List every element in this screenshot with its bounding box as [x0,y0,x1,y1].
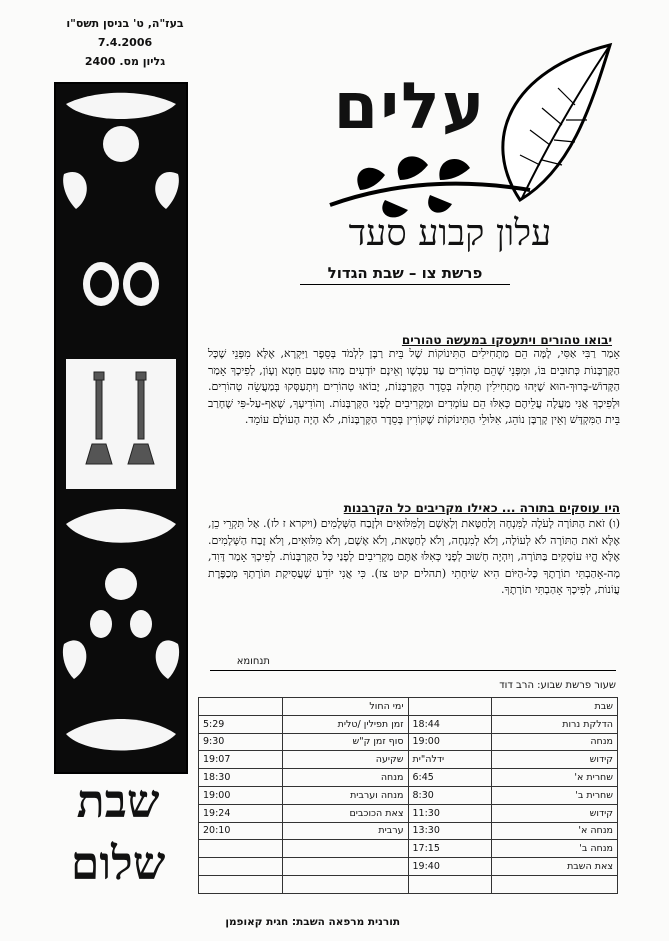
prayer-times-table [198,697,618,901]
issue-number: גליון מס. 2400 [84,55,166,68]
shalom-word: שלום [70,836,166,890]
divider [210,670,616,671]
table-row: מנחה א' 13:30 ערבית 20:10 [199,822,618,840]
parasha-title: פרשת צו – שבת הגדול [300,264,510,285]
gregorian-date: 7.4.2006 [97,36,153,49]
shabbat-column-header: שבת [492,698,618,716]
table-row: מנחה 19:00 סוף זמן ק"ש 9:30 [199,733,618,751]
table-row: מנחה ב' 17:15 [199,840,618,858]
table-row: קידוש 11:30 צאת הכוכבים 19:24 [199,804,618,822]
table-row: קידוש ידלה"ית שקיעה 19:07 [199,751,618,769]
ornament-pattern [56,84,186,772]
table-row: צאת השבת 19:40 [199,858,618,876]
section2-title: היו עוסקים בתורה ... כאילו מקריבים כל הקרבנות [343,501,620,515]
section2-text: (ו) זֹאת הַתּוֹרָה לָעֹלָה לַמִּנְחָה וְלַחַטָּאת וְלָאָשָׁם וְלַמִּלּוּאִים וּלְזֶבַח הַשְּׁלָמִים (ויקרא ז לז). אַל תִּקְרֵי כֵן, אֶלָּא זֹאת הַתּוֹרָה לֹא לְעוֹלָה, וְלֹא לְמִנְחָה, וְלֹא לְחַטָּאת, וְלֹא אָשָׁם, וְלֹא מִלּוּאִים, וְלֹא זֶבַח הַשְּׁלָמִים. אֶלָּא הֱיוּ עוֹסְקִים בַּתּוֹרָה, וְיִהְיֶה חָשׁוּב לְפָנַי כְּאִלּוּ אַתֶּם מַקְרִיבִים לְפָנַי כָּל הַקָּרְבָּנוֹת. לְפִיכָךְ אָמַר דָּוִד, מָה-אָהַבְתִּי תוֹרָתֶךָ כָּל-הַיּוֹם הִיא שִׂיחָתִי (תהלים קיט צז). כִּי אֲנִי יוֹדֵעַ שֶׁעֲסִיקַת תּוֹרָתְךָ מְכַפֶּרֶת עֲוֹנוֹת, לְפִיכָךְ אָהַבְתִּי תוֹרָתֶךָ. [208,517,620,597]
logo-text: עלים [333,70,487,144]
section1-text: אָמַר רַבִּי אַסִּי, לָמָּה הֵם מַתְחִילִים הַתִּינוֹקוֹת שֶׁל בֵּית רַבָּן לִלְמֹד בְּסֵפֶר וַיִּקְרָא, אֶלָּא מִפְּנֵי שֶׁכָּל הַקָּרְבָּנוֹת כְּתוּבִים בּוֹ, וּמִפְּנֵי שֶׁהֵם טְהוֹרִים עַד עַכְשָׁו וְאֵינָם יוֹדְעִים מַהוּ טַעַם חֵטְא וְעָוֹן, לְפִיכָךְ אָמַר הַקָּדוֹשׁ-בָּרוּךְ-הוּא שֶׁיְּהוּ מַתְחִילִין תְּחִלָּה בְּסֵדֶר הַקָּרְבָּנוֹת, יָבוֹאוּ טְהוֹרִים וְיִתְעַסְּקוּ בְּמַעֲשֵׂה טְהוֹרִים. וּלְפִיכָךְ אֲנִי מַעֲלֶה עֲלֵיהֶם כְּאִלּוּ הֵם עוֹמְדִים וּמַקְרִיבִים לְפָנַי הַקָּרְבָּנוֹת. וְהוֹדִיעָךְ, שֶׁאַף-עַל-פִּי שֶׁחָרַב בֵּית הַמִּקְדָּשׁ וְאֵין קָרְבָּן נוֹהֵג, אִלּוּלֵי הַתִּינוֹקוֹת שֶׁקּוֹרִין בְּסֵדֶר הַקָּרְבָּנוֹת, לֹא הָיָה הָעוֹלָם עוֹמֵד. [208,347,620,427]
table-row: הדלקת נרות 18:44 זמן תפילין /טלית 5:29 [199,715,618,733]
table-row: שחרית ב' 8:30 מנחה וערבית 19:00 [199,786,618,804]
clinic-duty-note: תורנית מרפאה השבת: חגית קאופמן [225,916,400,928]
shabbat-word: שבת [76,774,160,828]
weekday-column-header: ימי החול [282,698,408,716]
decorative-border [54,82,188,774]
masthead-logo [290,30,630,230]
source-citation: תנחומא [236,656,270,667]
shabbat-shalom-text [48,770,188,894]
table-header-row [199,698,618,716]
section1-title: יבואו טהורים ויתעסקו במעשה טהורים [401,333,612,347]
issue-info [50,14,200,71]
newsletter-subtitle: עלון קבוע סעד [348,213,552,254]
table-row: שחרית א' 6:45 מנחה 18:30 [199,769,618,787]
table-row [199,875,618,893]
hebrew-date: בעז"ה, ט' בניסן תשס"ו [66,17,184,30]
weekly-lesson: שעור פרשת שבוע: הרב דוד [499,680,616,691]
